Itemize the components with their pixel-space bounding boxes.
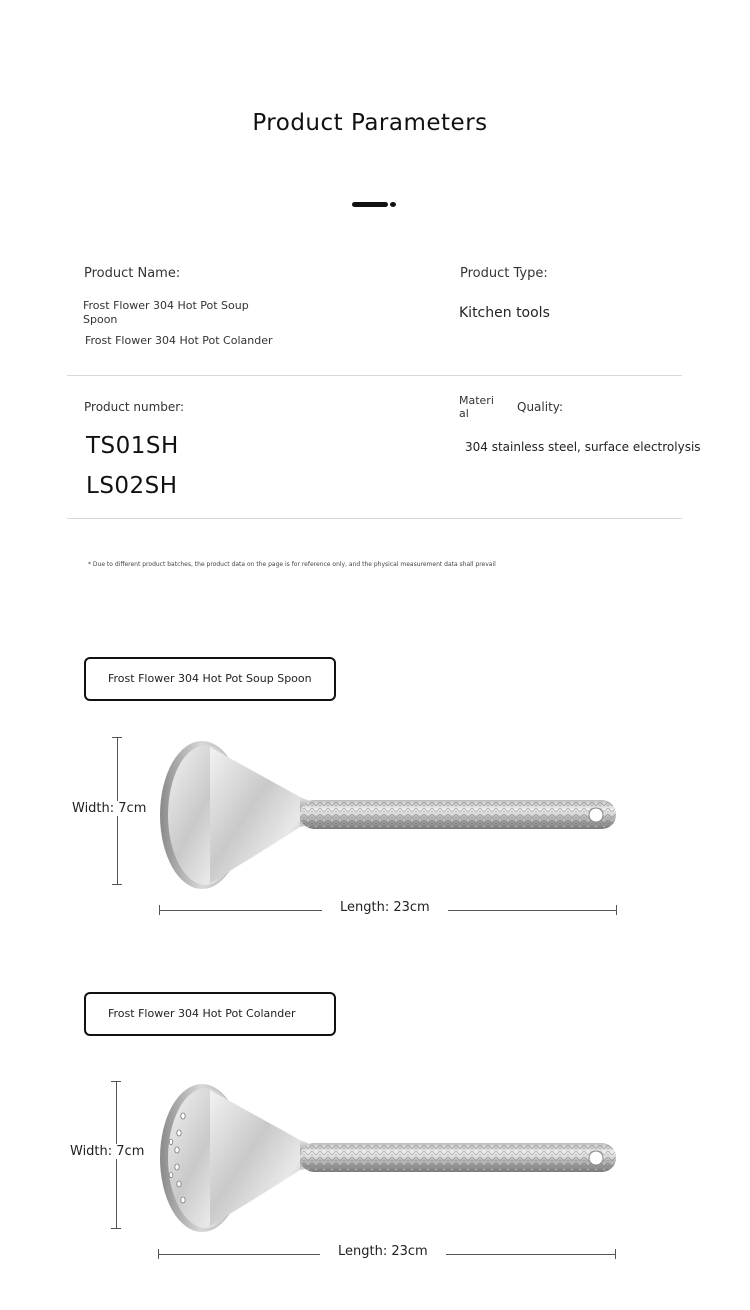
table-divider-2	[67, 518, 682, 519]
product-number-label: Product number:	[84, 400, 185, 414]
product-tag-colander: Frost Flower 304 Hot Pot Colander	[84, 992, 336, 1036]
colander-image	[150, 1078, 630, 1243]
table-divider-1	[67, 375, 682, 376]
material-label	[459, 394, 494, 420]
disclaimer-note: * Due to different product batches, the product data on the page is for reference only, and the physical measurement data shall prevail	[88, 561, 496, 568]
material-value: 304 stainless steel, surface electrolysis	[465, 440, 701, 454]
title-divider	[352, 202, 388, 207]
product-number-2: LS02SH	[86, 473, 178, 499]
length-tick-left-2	[158, 1249, 159, 1259]
width-tick-top-2	[111, 1081, 121, 1082]
width-tick-top	[112, 737, 122, 738]
width-label: Width: 7cm	[72, 801, 147, 816]
product-tag-soup-spoon: Frost Flower 304 Hot Pot Soup Spoon	[84, 657, 336, 701]
product-type-label: Product Type:	[460, 266, 548, 281]
material-label-line2: al	[459, 407, 469, 420]
quality-label: Quality:	[517, 400, 564, 414]
page-title: Product Parameters	[252, 110, 488, 136]
width-tick-bottom	[112, 884, 122, 885]
product-number-1: TS01SH	[86, 433, 179, 459]
length-tick-left	[159, 905, 160, 915]
length-tick-right	[616, 905, 617, 915]
length-label: Length: 23cm	[322, 900, 448, 915]
product-name-1: Frost Flower 304 Hot Pot Soup Spoon	[83, 299, 249, 326]
product-type-value: Kitchen tools	[459, 305, 550, 321]
width-tick-bottom-2	[111, 1228, 121, 1229]
soup-spoon-image	[150, 735, 630, 900]
product-name-label: Product Name:	[84, 266, 181, 281]
length-label-2: Length: 23cm	[320, 1244, 446, 1259]
length-tick-right-2	[615, 1249, 616, 1259]
product-name-2: Frost Flower 304 Hot Pot Colander	[85, 334, 273, 347]
width-label-2: Width: 7cm	[70, 1144, 145, 1159]
title-divider-dot	[390, 202, 396, 207]
material-label-line1: Materi	[459, 394, 494, 407]
